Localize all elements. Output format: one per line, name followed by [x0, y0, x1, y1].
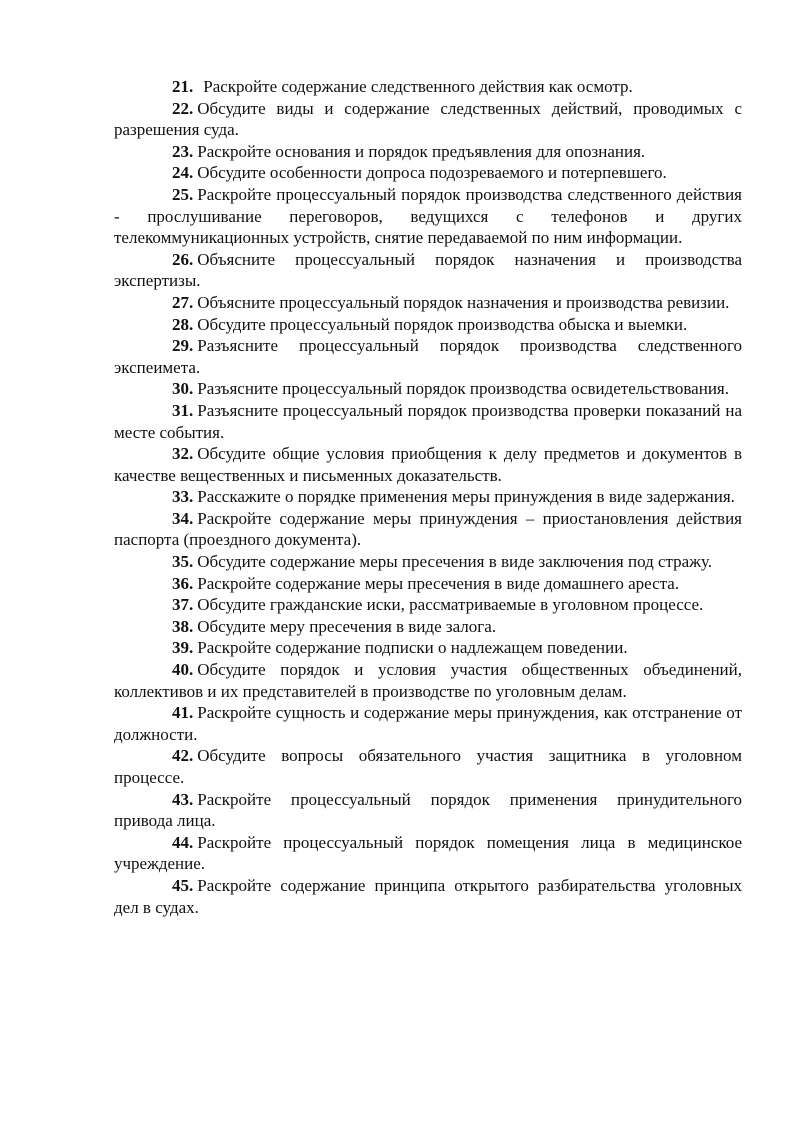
question-text: Раскройте содержание меры принуждения – приостановления действия паспорта (проездного документа). [114, 508, 742, 550]
question-item [114, 594, 742, 616]
question-text: Разъясните процессуальный порядок производства следственного экспеимета. [114, 336, 742, 377]
question-text: Раскройте процессуальный порядок помещения лица в медицинское учреждение. [114, 832, 742, 874]
question-item [114, 76, 742, 98]
question-text: Разъясните процессуальный порядок производства проверки показаний на месте события. [114, 400, 742, 442]
question-item [114, 184, 742, 249]
question-item [114, 162, 742, 184]
question-number: 35. [172, 552, 194, 572]
question-item [114, 875, 742, 918]
document-page [114, 76, 742, 918]
question-number: 37. [172, 595, 194, 615]
question-text: Объясните процессуальный порядок назначения и производства экспертизы. [114, 249, 742, 291]
question-item [114, 551, 742, 573]
question-text: Раскройте основания и порядок предъявления для опознания. [197, 141, 646, 161]
question-text: Расскажите о порядке применения меры принуждения в виде задержания. [197, 487, 735, 507]
question-text: Раскройте содержание следственного действия как осмотр. [203, 77, 633, 96]
question-text: Раскройте содержание меры пресечения в виде домашнего ареста. [197, 573, 680, 593]
question-item [114, 637, 742, 659]
question-text: Раскройте содержание принципа открытого разбирательства уголовных дел в судах. [114, 875, 742, 917]
question-item [114, 702, 742, 745]
question-item [114, 486, 742, 508]
question-text: Раскройте процессуальный порядок применения принудительного привода лица. [114, 789, 742, 831]
question-number: 44. [172, 832, 194, 852]
question-number: 45. [172, 875, 194, 895]
question-text: Обсудите вопросы обязательного участия защитника в уголовном процессе. [114, 746, 742, 787]
question-number: 25. [172, 184, 194, 204]
question-number: 40. [172, 660, 194, 680]
question-number: 23. [172, 141, 194, 161]
question-item [114, 98, 742, 141]
question-number: 24. [172, 163, 194, 183]
question-text: Разъясните процессуальный порядок производства освидетельствования. [197, 379, 729, 399]
question-item [114, 616, 742, 638]
question-number: 22. [172, 98, 194, 118]
question-number: 32. [172, 444, 194, 464]
question-number: 30. [172, 379, 194, 399]
question-text: Обсудите меру пресечения в виде залога. [197, 616, 497, 636]
question-number: 28. [172, 314, 194, 334]
question-text: Обсудите особенности допроса подозреваемого и потерпевшего. [197, 163, 667, 183]
question-item [114, 508, 742, 551]
question-item [114, 249, 742, 292]
question-item [114, 443, 742, 486]
question-item [114, 378, 742, 400]
question-number: 36. [172, 573, 194, 593]
question-text: Раскройте содержание подписки о надлежащем поведении. [197, 638, 628, 658]
question-text: Объясните процессуальный порядок назначения и производства ревизии. [197, 292, 730, 312]
question-item [114, 573, 742, 595]
question-text: Обсудите гражданские иски, рассматриваемые в уголовном процессе. [197, 595, 704, 615]
question-item [114, 832, 742, 875]
question-number: 33. [172, 487, 194, 507]
question-item [114, 141, 742, 163]
question-number: 41. [172, 703, 194, 723]
question-number: 31. [172, 400, 194, 420]
question-number: 26. [172, 249, 194, 269]
question-number: 34. [172, 508, 194, 528]
question-number: 38. [172, 616, 194, 636]
question-number: 27. [172, 292, 194, 312]
question-text: Раскройте сущность и содержание меры принуждения, как отстранение от должности. [114, 703, 742, 744]
question-text: Раскройте процессуальный порядок производства следственного действия - прослушивание переговоров, ведущихся с телефонов и других телекоммуникационных устройств, снятие передаваемой по ним информации. [114, 184, 742, 248]
question-item [114, 659, 742, 702]
question-item [114, 335, 742, 378]
question-item [114, 400, 742, 443]
question-number: 42. [172, 746, 194, 766]
question-number: 21. [172, 77, 194, 96]
question-text: Обсудите виды и содержание следственных действий, проводимых с разрешения суда. [114, 98, 742, 140]
question-text: Обсудите порядок и условия участия общественных объединений, коллективов и их представителей в производстве по уголовным делам. [114, 660, 742, 701]
question-number: 39. [172, 638, 194, 658]
question-number: 43. [172, 789, 194, 809]
question-text: Обсудите общие условия приобщения к делу предметов и документов в качестве вещественных и письменных доказательств. [114, 444, 742, 485]
question-item [114, 789, 742, 832]
question-item [114, 292, 742, 314]
question-number: 29. [172, 336, 194, 356]
question-text: Обсудите процессуальный порядок производства обыска и выемки. [197, 314, 688, 334]
question-item [114, 745, 742, 788]
question-item [114, 314, 742, 336]
question-text: Обсудите содержание меры пресечения в виде заключения под стражу. [197, 552, 712, 572]
